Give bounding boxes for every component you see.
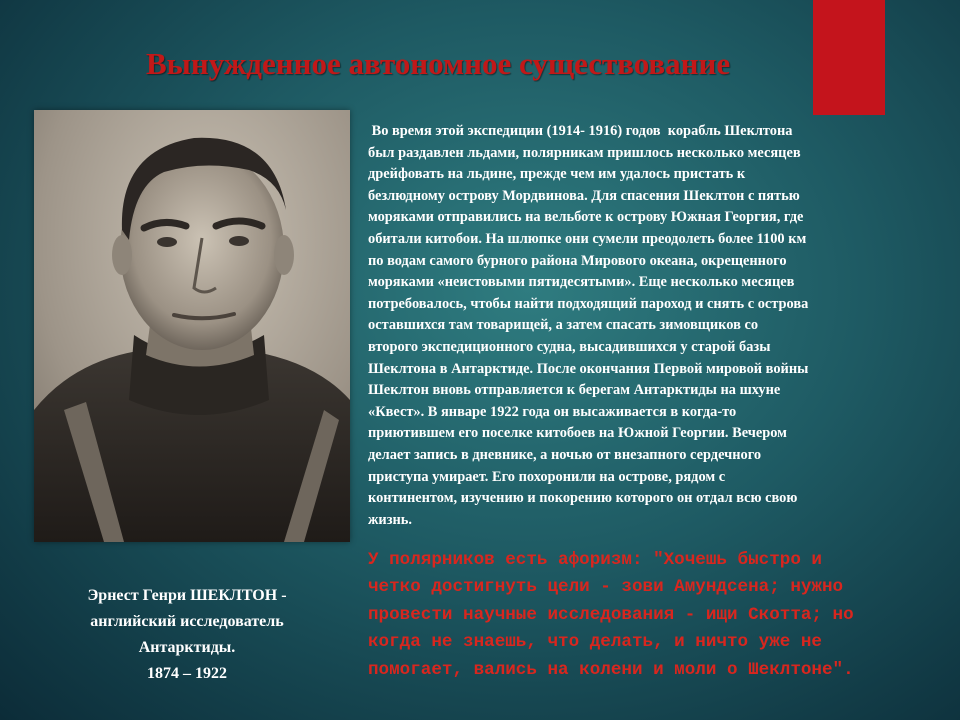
body-line: обитали китобои. На шлюпке они сумели преодолеть более 1100 км: [368, 230, 807, 247]
body-line: жизнь.: [368, 511, 413, 528]
body-line: потребовалось, чтобы найти подходящий пароход и снять с острова: [368, 295, 809, 312]
quote-line: когда не знаешь, что делать, и ничто уже не: [368, 632, 822, 653]
quote-line: помогает, вались на колени и моли о Шеклтоне".: [368, 659, 854, 680]
body-line: моряками отправились на вельботе к острову Южная Георгия, где: [368, 209, 804, 226]
body-line: был раздавлен льдами, полярникам пришлось несколько месяцев: [368, 144, 801, 161]
slide-title: Вынужденное автономное существование: [146, 46, 731, 81]
portrait-icon: [34, 110, 350, 542]
body-line: приступа умирает. Его похоронили на острове, рядом с: [368, 468, 726, 485]
body-paragraph: [368, 121, 936, 531]
body-line: оставшихся там товарищей, а затем спасать зимовщиков со: [368, 317, 759, 334]
portrait-photo: [34, 110, 350, 542]
body-line: приютившем его поселке китобоев на Южной Георгии. Вечером: [368, 425, 787, 442]
quote-line: четко достигнуть цели - зови Амундсена; нужно: [368, 577, 844, 598]
aphorism-quote: [368, 547, 938, 684]
body-line: второго экспедиционного судна, высадившихся у старой базы: [368, 338, 771, 355]
caption-line: английский исследователь: [90, 613, 284, 630]
body-line: безлюдному острову Мордвинова. Для спасения Шеклтон с пятью: [368, 187, 800, 204]
caption-line: Эрнест Генри ШЕКЛТОН -: [87, 587, 287, 604]
body-line: делает запись в дневнике, а ночью от внезапного сердечного: [368, 446, 762, 463]
caption-line: Антарктиды.: [138, 639, 236, 656]
quote-line: У полярников есть афоризм: "Хочешь быстро и: [368, 550, 822, 570]
body-line: континентом, изучению и покорению которого он отдал всю свою: [368, 490, 798, 507]
body-line: по водам самого бурного района Мирового океана, окрещенного: [368, 252, 787, 269]
portrait-caption: [28, 583, 346, 687]
body-line: Шеклтон вновь отправляется к берегам Антарктиды на шхуне: [368, 382, 781, 399]
body-line: Шеклтона в Антарктиде. После окончания Первой мировой войны: [368, 360, 809, 377]
body-line: дрейфовать на льдине, прежде чем им удалось пристать к: [368, 166, 746, 183]
caption-line: 1874 – 1922: [147, 665, 227, 682]
body-line: моряками «неистовыми пятидесятыми». Еще несколько месяцев: [368, 274, 795, 291]
quote-line: провести научные исследования - ищи Скотта; но: [368, 604, 854, 625]
body-line: «Квест». В январе 1922 года он высаживается в когда-то: [368, 403, 737, 420]
body-line: Во время этой экспедиции (1914- 1916) годов корабль Шеклтона: [368, 123, 793, 139]
